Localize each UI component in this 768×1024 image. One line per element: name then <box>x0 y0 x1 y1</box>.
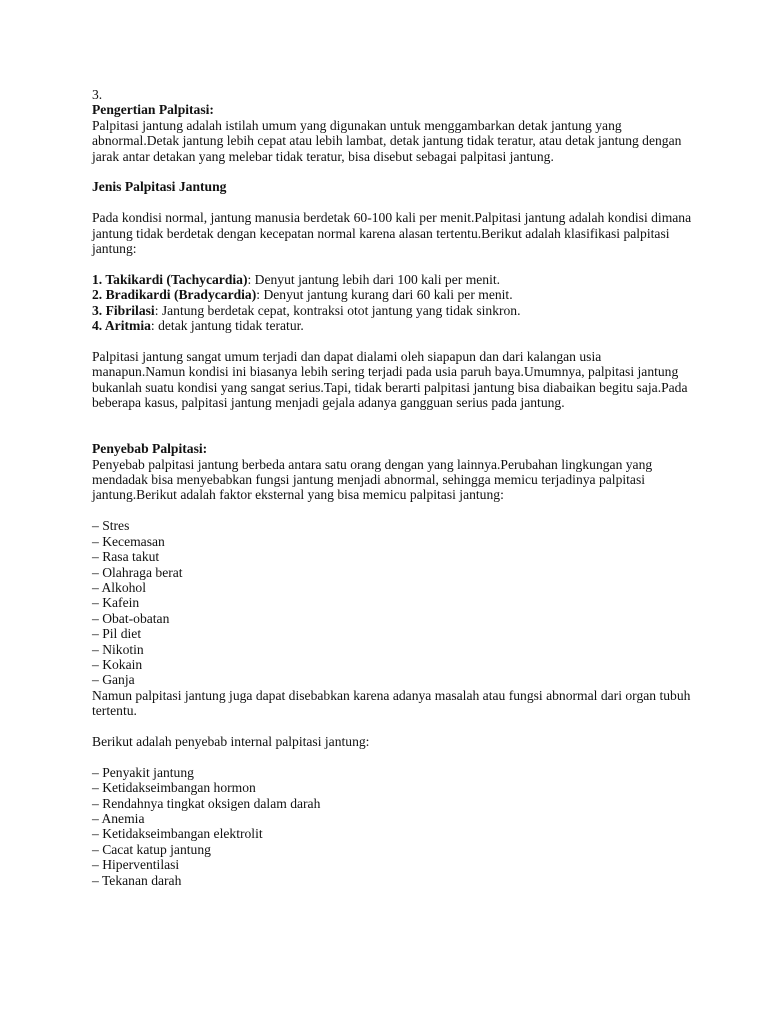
classification-term: 4. Aritmia <box>92 318 151 334</box>
list-item: – Kecemasan <box>92 533 165 549</box>
jenis-heading: Jenis Palpitasi Jantung <box>92 179 227 195</box>
list-item: – Ketidakseimbangan hormon <box>92 780 256 796</box>
list-item: – Olahraga berat <box>92 564 183 580</box>
list-item: – Rasa takut <box>92 549 160 565</box>
list-item: – Kafein <box>92 595 140 611</box>
section-number: 3. <box>92 87 103 102</box>
classification-item <box>92 272 692 287</box>
classification-item <box>92 303 692 318</box>
penyebab-middle-paragraph: Namun palpitasi jantung juga dapat disebabkan karena adanya masalah atau fungsi abnormal dari organ tubuh tertentu. <box>92 687 691 719</box>
jenis-intro-paragraph: Pada kondisi normal, jantung manusia berdetak 60-100 kali per menit.Palpitasi jantung adalah kondisi dimana jantung tidak berdetak dengan kecepatan normal karena alasan tertentu.Berikut adalah klasifikasi palpitasi jantung: <box>92 210 692 257</box>
internal-intro: Berikut adalah penyebab internal palpitasi jantung: <box>92 733 370 749</box>
list-item: – Kokain <box>92 656 143 672</box>
list-item: – Ganja <box>92 672 135 688</box>
penyebab-heading: Penyebab Palpitasi: <box>92 441 208 457</box>
document-text <box>92 87 692 888</box>
classification-item <box>92 287 692 302</box>
classification-desc: : Denyut jantung lebih dari 100 kali per menit. <box>247 271 501 287</box>
list-item: – Nikotin <box>92 641 144 657</box>
list-item: – Ketidakseimbangan elektrolit <box>92 826 263 842</box>
classification-desc: : Jantung berdetak cepat, kontraksi otot jantung yang tidak sinkron. <box>154 302 521 318</box>
list-item: – Pil diet <box>92 626 142 642</box>
classification-term: 2. Bradikardi (Bradycardia) <box>92 287 257 303</box>
pengertian-paragraph: Palpitasi jantung adalah istilah umum yang digunakan untuk menggambarkan detak jantung yang abnormal.Detak jantung lebih cepat atau lebih lambat, detak jantung tidak teratur, atau detak jantung dengan jarak antar detakan yang melebar tidak teratur, bisa disebut sebagai palpitasi jantung. <box>92 117 682 164</box>
list-item: – Alkohol <box>92 579 147 595</box>
internal-causes-list <box>92 765 692 888</box>
jenis-outro-paragraph: Palpitasi jantung sangat umum terjadi dan dapat dialami oleh siapapun dan dari kalangan usia manapun.Namun kondisi ini biasanya lebih sering terjadi pada usia paruh baya.Umumnya, palpitasi jantung bukanlah suatu kondisi yang sangat serius.Tapi, tidak berarti palpitasi jantung bisa diabaikan begitu saja.Pada beberapa kasus, palpitasi jantung menjadi gejala adanya gangguan serius pada jantung. <box>92 348 688 411</box>
list-item: – Stres <box>92 518 130 534</box>
external-causes-list <box>92 518 692 687</box>
list-item: – Hiperventilasi <box>92 857 180 873</box>
classification-desc: : detak jantung tidak teratur. <box>150 318 304 334</box>
penyebab-intro-paragraph: Penyebab palpitasi jantung berbeda antara satu orang dengan yang lainnya.Perubahan lingkungan yang mendadak bisa menyebabkan fungsi jantung menjadi abnormal, sehingga memicu terjadinya palpitasi jantung.Berikut adalah faktor eksternal yang bisa memicu palpitasi jantung: <box>92 456 653 503</box>
classification-term: 3. Fibrilasi <box>92 302 155 318</box>
list-item: – Obat-obatan <box>92 610 170 626</box>
classification-desc: : Denyut jantung kurang dari 60 kali per menit. <box>256 287 513 303</box>
classification-term: 1. Takikardi (Tachycardia) <box>92 271 248 287</box>
list-item: – Penyakit jantung <box>92 764 194 780</box>
list-item: – Anemia <box>92 810 145 826</box>
classification-item <box>92 318 692 333</box>
list-item: – Rendahnya tingkat oksigen dalam darah <box>92 795 321 811</box>
pengertian-heading: Pengertian Palpitasi: <box>92 102 214 118</box>
list-item: – Tekanan darah <box>92 872 182 888</box>
list-item: – Cacat katup jantung <box>92 841 211 857</box>
